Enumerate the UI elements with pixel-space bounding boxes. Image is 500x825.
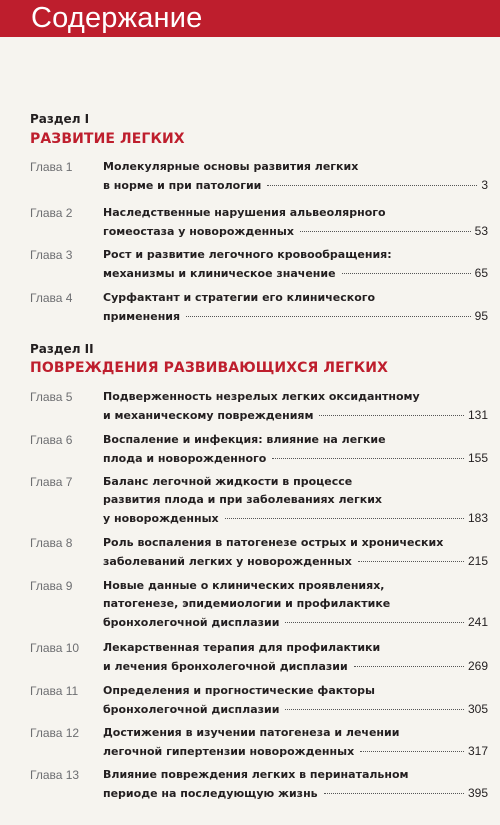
chapter-label: Глава 10	[30, 641, 80, 655]
chapter-title-line: Наследственные нарушения альвеолярного	[103, 206, 386, 219]
chapter-title-line	[103, 307, 488, 326]
chapter-label: Глава 13	[30, 768, 80, 782]
dot-leader	[272, 458, 464, 459]
dot-leader	[267, 185, 477, 186]
chapter-title-line	[103, 222, 488, 241]
chapter-title-line: Воспаление и инфекция: влияние на легкие	[103, 433, 386, 446]
page-number: 3	[481, 178, 488, 192]
chapter-title-line: патогенезе, эпидемиологии и профилактике	[103, 597, 391, 610]
chapter-label: Глава 6	[30, 433, 73, 447]
dot-leader	[354, 666, 464, 667]
chapter-title-text: бронхолегочной дисплазии	[103, 703, 280, 716]
chapter-label: Глава 12	[30, 726, 80, 740]
chapter-title-line	[103, 449, 488, 468]
chapter-title-line: Баланс легочной жидкости в процессе	[103, 475, 353, 488]
chapter-title-text: плода и новорожденного	[103, 452, 267, 465]
chapter-label: Глава 11	[30, 684, 79, 698]
chapter-title-line	[103, 509, 488, 528]
chapter-label: Глава 3	[30, 248, 73, 262]
chapter-title-line	[103, 552, 488, 571]
chapter-label: Глава 9	[30, 579, 73, 593]
section-label: Раздел II	[30, 342, 94, 356]
chapter-title-text: заболеваний легких у новорожденных	[103, 555, 352, 568]
chapter-title-text: применения	[103, 310, 181, 323]
chapter-title-line	[103, 176, 488, 195]
chapter-title-line	[103, 613, 488, 632]
chapter-title-line: Влияние повреждения легких в перинатальном	[103, 768, 409, 781]
section-title: РАЗВИТИЕ ЛЕГКИХ	[30, 131, 185, 147]
dot-leader	[319, 415, 464, 416]
chapter-title-line	[103, 742, 488, 761]
chapter-label: Глава 7	[30, 475, 73, 489]
chapter-title-line	[103, 657, 488, 676]
dot-leader	[360, 751, 464, 752]
chapter-title-line: Новые данные о клинических проявлениях,	[103, 579, 385, 592]
page-number: 95	[474, 309, 488, 323]
page-number: 241	[467, 615, 488, 629]
chapter-title-text: гомеостаза у новорожденных	[103, 225, 294, 238]
dot-leader	[186, 316, 471, 317]
chapter-title-text: и механическому повреждениям	[103, 409, 314, 422]
page-number: 53	[474, 224, 488, 238]
page-number: 183	[467, 511, 488, 525]
chapter-title-line: развития плода и при заболеваниях легких	[103, 493, 383, 506]
page-number: 269	[467, 659, 488, 673]
dot-leader	[342, 273, 471, 274]
chapter-label: Глава 1	[30, 160, 73, 174]
page-title: Содержание	[31, 2, 203, 34]
dot-leader	[358, 561, 464, 562]
dot-leader	[324, 793, 464, 794]
page-number: 65	[474, 266, 488, 280]
chapter-label: Глава 4	[30, 291, 73, 305]
chapter-title-line	[103, 406, 488, 425]
chapter-title-text: легочной гипертензии новорожденных	[103, 745, 355, 758]
chapter-title-line: Рост и развитие легочного кровообращения:	[103, 248, 392, 261]
chapter-title-line: Подверженность незрелых легких оксидантному	[103, 390, 420, 403]
dot-leader	[285, 622, 464, 623]
page-number: 305	[467, 702, 488, 716]
chapter-label: Глава 2	[30, 206, 73, 220]
chapter-title-line	[103, 784, 488, 803]
dot-leader	[300, 231, 471, 232]
chapter-title-line: Достижения в изучении патогенеза и лечении	[103, 726, 400, 739]
section-label: Раздел I	[30, 112, 90, 126]
chapter-label: Глава 8	[30, 536, 73, 550]
chapter-title-line: Сурфактант и стратегии его клинического	[103, 291, 376, 304]
page-number: 395	[467, 786, 488, 800]
chapter-title-line	[103, 700, 488, 719]
chapter-title-line: Молекулярные основы развития легких	[103, 160, 359, 173]
dot-leader	[285, 709, 464, 710]
chapter-title-line: Определения и прогностические факторы	[103, 684, 375, 697]
chapter-title-line	[103, 264, 488, 283]
chapter-title-line: Лекарственная терапия для профилактики	[103, 641, 381, 654]
dot-leader	[225, 518, 464, 519]
chapter-title-text: бронхолегочной дисплазии	[103, 616, 280, 629]
chapter-title-text: и лечения бронхолегочной дисплазии	[103, 660, 348, 673]
page-number: 317	[467, 744, 488, 758]
page-number: 131	[467, 408, 488, 422]
page-number: 215	[467, 554, 488, 568]
page-number: 155	[467, 451, 488, 465]
chapter-title-text: у новорожденных	[103, 512, 219, 525]
chapter-title-text: периоде на последующую жизнь	[103, 787, 318, 800]
section-title: ПОВРЕЖДЕНИЯ РАЗВИВАЮЩИХСЯ ЛЕГКИХ	[30, 360, 389, 376]
chapter-title-text: в норме и при патологии	[103, 179, 262, 192]
chapter-title-text: механизмы и клиническое значение	[103, 267, 336, 280]
chapter-title-line: Роль воспаления в патогенезе острых и хронических	[103, 536, 444, 549]
chapter-label: Глава 5	[30, 390, 73, 404]
